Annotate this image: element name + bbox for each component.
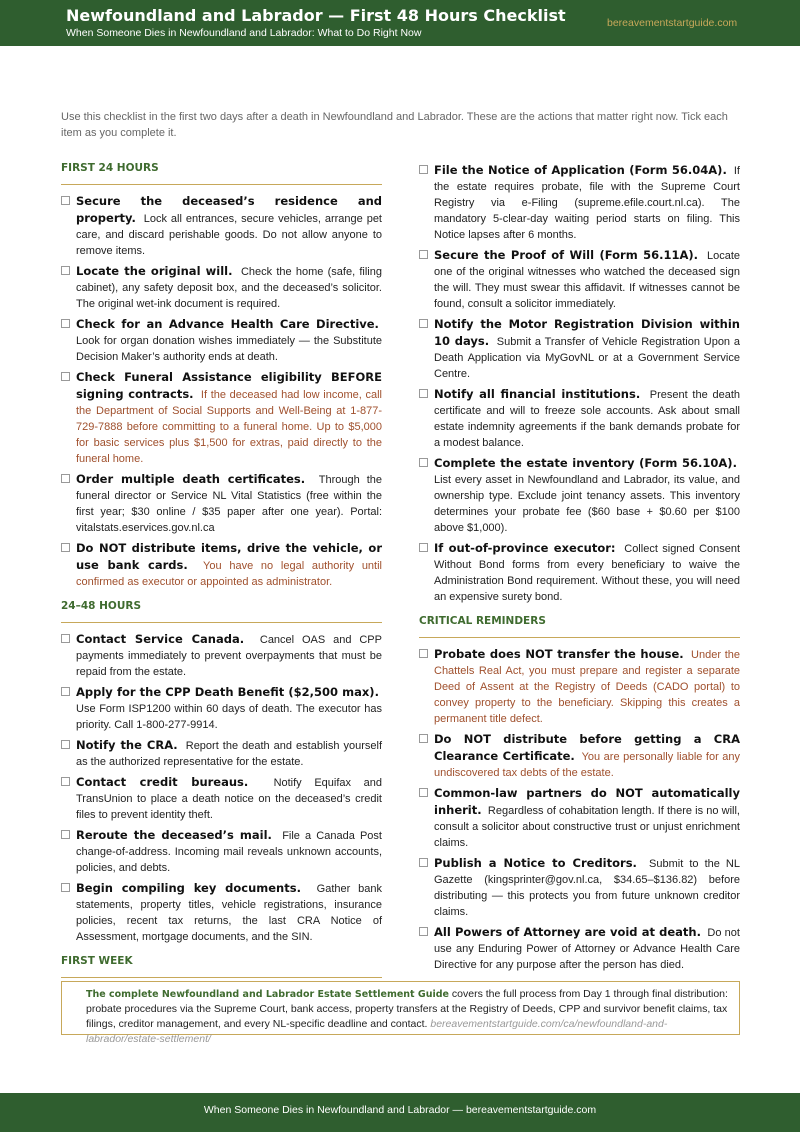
item-text: Look for organ donation wishes immediately — the Substitute Decision Maker’s authority ends at death. <box>76 335 382 363</box>
checklist-item <box>61 193 382 259</box>
item-heading: Check for an Advance Health Care Directive. <box>76 317 379 331</box>
checkbox[interactable] <box>61 474 70 483</box>
checkbox[interactable] <box>419 458 428 467</box>
item-text: Report the death and establish yourself as the authorized representative for the estate. <box>76 740 383 768</box>
checkbox[interactable] <box>61 830 70 839</box>
item-heading: Do NOT distribute before getting a CRA Clearance Certificate. <box>434 732 740 763</box>
checkbox[interactable] <box>61 687 70 696</box>
item-heading: Begin compiling key documents. <box>76 881 301 895</box>
checkbox[interactable] <box>61 777 70 786</box>
checkbox[interactable] <box>419 543 428 552</box>
item-text: Notify Equifax and TransUnion to place a death notice on the deceased’s credit files to prevent identity theft. <box>76 777 382 821</box>
item-text: Through the funeral director or Service NL Vital Statistics (free within the first year; $30 online / $35 paper after one year). Portal: vitalstats.eservices.gov.nl.ca <box>76 474 382 534</box>
item-heading: All Powers of Attorney are void at death. <box>434 925 701 939</box>
item-heading: Probate does NOT transfer the house. <box>434 647 684 661</box>
intro-text: Use this checklist in the first two days after a death in Newfoundland and Labrador. These are the actions that matter right now. Tick each item as you complete it. <box>61 111 728 139</box>
page-footer <box>0 1093 800 1132</box>
item-heading: Reroute the deceased’s mail. <box>76 828 272 842</box>
critical-reminders-list <box>419 646 740 973</box>
checkbox[interactable] <box>419 250 428 259</box>
item-heading: Order multiple death certificates. <box>76 472 306 486</box>
checkbox[interactable] <box>419 649 428 658</box>
checkbox[interactable] <box>61 740 70 749</box>
item-heading: Common-law partners do NOT automatically inherit. <box>434 786 740 817</box>
header-site-link[interactable]: bereavementstartguide.com <box>607 17 738 29</box>
item-text: File a Canada Post change-of-address. Incoming mail reveals unknown accounts, policies, and debts. <box>76 830 382 874</box>
callout-body: covers the full process from Day 1 through final distribution: probate procedures via the Supreme Court, bank access, property transfers at the Registry of Deeds, CPP and survivor benefit claims, tax filings, creditor management, and every NL-specific deadline and contact. <box>86 988 728 1030</box>
estate-guide-callout <box>61 981 740 1045</box>
item-heading: Do NOT distribute items, drive the vehicle, or use bank cards. <box>76 541 382 572</box>
item-warning: You are personally liable for any undiscovered tax debts of the estate. <box>434 751 741 779</box>
checklist-item <box>61 471 382 536</box>
page-title: Newfoundland and Labrador — First 48 Hours Checklist <box>66 6 566 25</box>
item-text: Submit a Transfer of Vehicle Registration Upon a Death Application via MyGovNL or at a Government Service Centre. <box>434 336 740 380</box>
checklist-item <box>419 924 740 973</box>
item-heading: Notify the CRA. <box>76 738 178 752</box>
checkbox[interactable] <box>61 266 70 275</box>
checkbox[interactable] <box>419 788 428 797</box>
item-heading: Notify all financial institutions. <box>434 387 641 401</box>
checklist-item <box>61 316 382 365</box>
item-warning: You have no legal authority until confirmed as executor or appointed as administrator. <box>76 560 382 588</box>
section-title-critical-reminders: CRITICAL REMINDERS <box>419 615 740 638</box>
item-text: Use Form ISP1200 within 60 days of death. The executor has priority. Call 1-800-277-9914. <box>76 703 382 731</box>
checkbox[interactable] <box>61 372 70 381</box>
checklist-item <box>61 263 382 312</box>
callout-url[interactable]: bereavementstartguide.com/ca/newfoundland-and-labrador/estate-settlement/ <box>86 1018 668 1045</box>
checklist-item <box>61 827 382 876</box>
checkbox[interactable] <box>61 543 70 552</box>
checklist-item <box>419 646 740 727</box>
checklist-item <box>419 540 740 605</box>
page-subtitle: When Someone Dies in Newfoundland and Labrador: What to Do Right Now <box>66 27 422 39</box>
checklist-item <box>419 386 740 451</box>
checklist-item <box>61 540 382 590</box>
item-text: If the estate requires probate, file with the Supreme Court Registry via e-Filing (supreme.efile.court.nl.ca). The mandatory 5-clear-day waiting period starts on filing. This Notice lapses after 6 months. <box>434 165 740 241</box>
checkbox[interactable] <box>419 858 428 867</box>
item-heading: Contact Service Canada. <box>76 632 245 646</box>
item-heading: Publish a Notice to Creditors. <box>434 856 637 870</box>
checklist-item <box>61 369 382 467</box>
right-column <box>419 162 740 977</box>
checklist-item <box>61 737 382 770</box>
item-heading: File the Notice of Application (Form 56.04A). <box>434 163 727 177</box>
checklist-item <box>419 731 740 781</box>
checklist-item <box>419 455 740 536</box>
item-text: Regardless of cohabitation length. If there is no will, consult a solicitor about constructive trust or unjust enrichment claims. <box>434 805 740 849</box>
checklist-item <box>61 774 382 823</box>
item-warning: Under the Chattels Real Act, you must prepare and register a separate Deed of Assent at the Registry of Deeds (CADO portal) to convey property to the beneficiary. Skipping this creates a permanent title defect. <box>434 649 740 725</box>
item-heading: Check Funeral Assistance eligibility BEFORE signing contracts. <box>76 370 382 401</box>
item-heading: Notify the Motor Registration Division within 10 days. <box>434 317 740 348</box>
checklist-item <box>61 684 382 733</box>
item-text: Collect signed Consent Without Bond forms from every beneficiary to waive the Administration Bond requirement. Without these, you will need an expensive surety bond. <box>434 543 741 603</box>
item-heading: Apply for the CPP Death Benefit ($2,500 max). <box>76 685 379 699</box>
section-title-first-week: FIRST WEEK <box>61 955 382 978</box>
item-text: Check the home (safe, filing cabinet), any safety deposit box, and the deceased’s solicitor. The original wet-ink document is required. <box>76 266 382 310</box>
page-header <box>0 0 800 46</box>
item-text: Cancel OAS and CPP payments immediately to prevent overpayments that must be repaid from the estate. <box>76 634 382 678</box>
item-text: Present the death certificate and will to freeze sole accounts. Ask about small estate indemnity agreements if the bank demands probate for a modest balance. <box>434 389 740 449</box>
callout-lead: The complete Newfoundland and Labrador Estate Settlement Guide <box>86 989 449 1000</box>
item-heading: Complete the estate inventory (Form 56.10A). <box>434 456 737 470</box>
checklist-item <box>419 785 740 851</box>
item-heading: Locate the original will. <box>76 264 233 278</box>
checkbox[interactable] <box>419 389 428 398</box>
checkbox[interactable] <box>419 927 428 936</box>
item-text: Gather bank statements, property titles, vehicle registrations, insurance policies, recent tax returns, the last CRA Notice of Assessment, mortgage documents, and the SIN. <box>76 883 382 943</box>
first-week-list <box>419 162 740 605</box>
section-title-first-24-hours: FIRST 24 HOURS <box>61 162 382 185</box>
checklist-item <box>61 880 382 945</box>
checklist-item <box>419 247 740 312</box>
section-title-24-48-hours: 24–48 HOURS <box>61 600 382 623</box>
item-heading: Secure the deceased’s residence and property. <box>76 194 382 225</box>
checkbox[interactable] <box>61 196 70 205</box>
checkbox[interactable] <box>419 734 428 743</box>
item-heading: Secure the Proof of Will (Form 56.11A). <box>434 248 699 262</box>
left-column <box>61 162 382 986</box>
hours-24-48-list <box>61 631 382 945</box>
item-warning: If the deceased had low income, call the Department of Social Supports and Well-Being at 1-877-729-7888 before committing to a funeral home. Up to $5,000 for basic services plus $1,500 for extras, paid directly to the funeral home. <box>76 389 382 465</box>
item-text: Submit to the NL Gazette (kingsprinter@gov.nl.ca, $34.65–$136.82) before distributing — this protects you from future unknown creditor claims. <box>434 858 740 918</box>
checkbox[interactable] <box>61 883 70 892</box>
item-text: Locate one of the original witnesses who watched the deceased sign the will. They must swear this affidavit. If witnesses cannot be found, consult a solicitor immediately. <box>434 250 740 310</box>
item-text: Do not use any Enduring Power of Attorney or Advance Health Care Directive for any purpose after the person has died. <box>434 927 740 971</box>
checklist-item <box>61 631 382 680</box>
checklist-item <box>419 162 740 243</box>
item-text: Lock all entrances, secure vehicles, arrange pet care, and discard perishable goods. Do not allow anyone to remove items. <box>76 213 382 257</box>
footer-text: When Someone Dies in Newfoundland and Labrador — bereavementstartguide.com <box>203 1104 597 1116</box>
item-heading: If out-of-province executor: <box>434 541 616 555</box>
checklist-item <box>419 316 740 382</box>
checkbox[interactable] <box>419 319 428 328</box>
checklist-item <box>419 855 740 920</box>
checkbox[interactable] <box>61 319 70 328</box>
checkbox[interactable] <box>419 165 428 174</box>
item-heading: Contact credit bureaus. <box>76 775 249 789</box>
item-text: List every asset in Newfoundland and Labrador, its value, and ownership type. Exclude joint tenancy assets. This inventory determines your probate fee ($60 base + $0.60 per $100 above $1,000). <box>434 474 740 534</box>
checkbox[interactable] <box>61 634 70 643</box>
first-24-list <box>61 193 382 590</box>
